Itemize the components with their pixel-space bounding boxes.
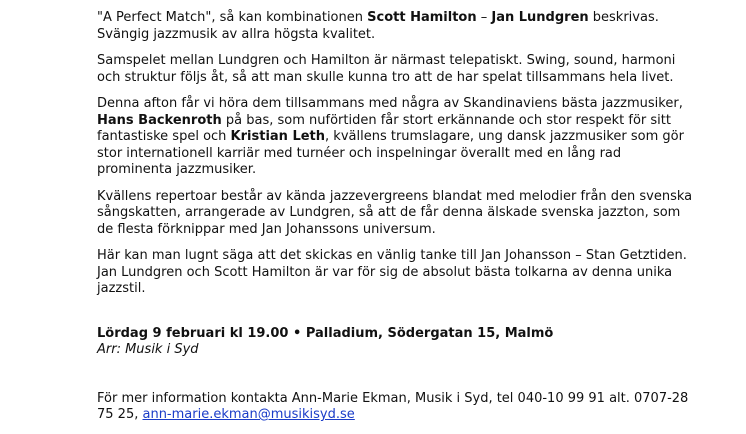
paragraph-repertoire: Kvällens repertoar består av kända jazzevergreens blandat med melodier från den svenska sångskatten, arrangerade av Lundgren, så att de får denna älskade svenska jazzton, som de flesta förknippar med Jan Johanssons universum. <box>97 188 693 237</box>
contact-text: För mer information kontakta Ann-Marie Ekman, Musik i Syd, tel 040-10 99 91 alt. 0707-28 75 25, <box>97 390 689 422</box>
intro-text: "A Perfect Match", så kan kombinationen <box>97 10 368 25</box>
paragraph-tribute: Här kan man lugnt säga att det skickas en vänlig tanke till Jan Johansson – Stan Getztiden. Jan Lundgren och Scott Hamilton är var för sig de absolut bästa tolkarna av denna unika jazzstil. <box>97 248 687 296</box>
musicians-text: Denna afton får vi höra dem tillsammans med några av Skandinaviens bästa jazzmusiker, <box>97 96 683 111</box>
paragraph-intro <box>97 10 697 43</box>
artist-hans-backenroth: Hans Backenroth <box>97 112 222 128</box>
paragraph-interplay: Samspelet mellan Lundgren och Hamilton är närmast telepatiskt. Swing, sound, harmoni och struktur följs åt, så att man skulle kunna tro att de har spelat tillsammans hela livet. <box>97 53 676 85</box>
artist-jan-lundgren: Jan Lundgren <box>491 10 589 25</box>
artist-kristian-leth: Kristian Leth <box>230 129 326 144</box>
document-body <box>97 10 697 434</box>
paragraph-musicians <box>97 96 697 179</box>
artist-scott-hamilton: Scott Hamilton <box>367 10 477 25</box>
email-link[interactable]: ann-marie.ekman@musikisyd.se <box>142 407 355 422</box>
musicians-text-end: , kvällens trumslagare, ung dansk jazzmusiker som gör stor internationell karriär med turnéer och inspelningar överallt med en lång rad prominenta jazzmusiker. <box>97 129 684 177</box>
event-details: Lördag 9 februari kl 19.00 • Palladium, Södergatan 15, Malmö <box>97 325 554 341</box>
intro-dash: – <box>476 10 492 25</box>
organizer: Arr: Musik i Syd <box>97 342 199 357</box>
musicians-text-mid: på bas, som nuförtiden får stort erkännande och stor respekt för sitt fantastiske spel och <box>97 112 671 144</box>
intro-text-end: beskrivas. Svängig jazzmusik av allra högsta kvalitet. <box>97 10 659 42</box>
